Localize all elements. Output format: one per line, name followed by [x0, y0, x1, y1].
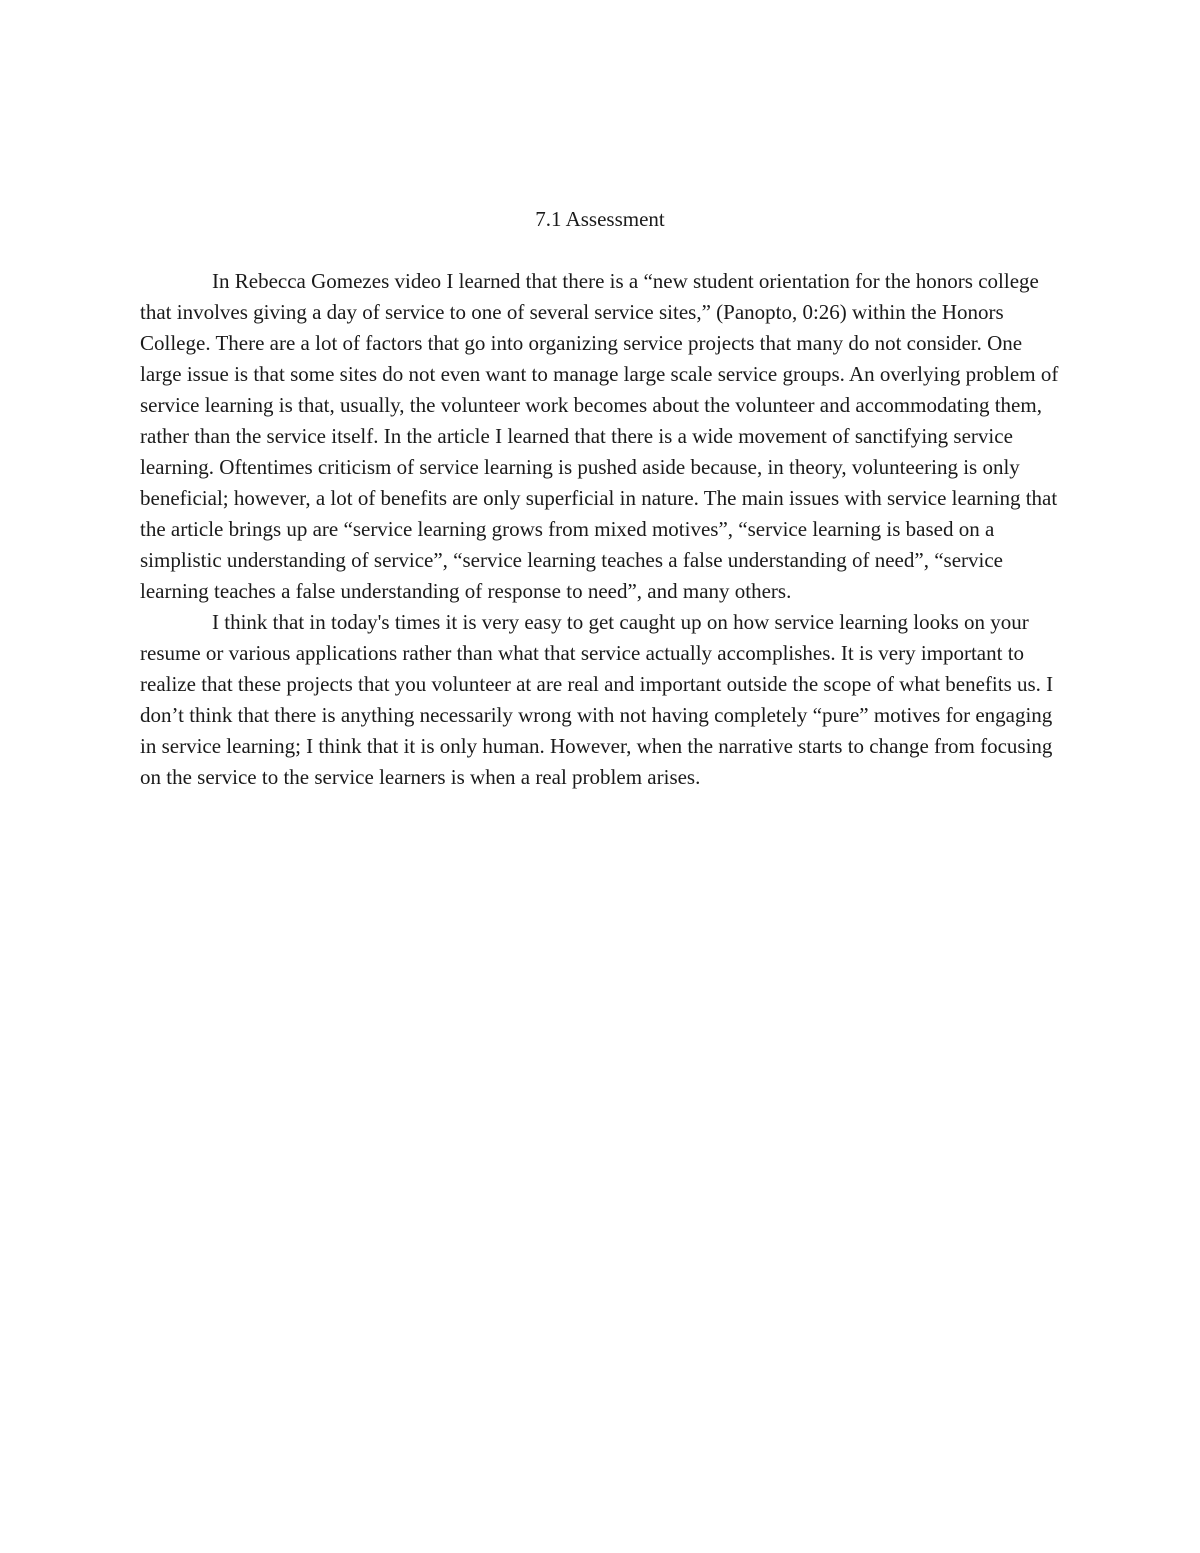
- paragraph-1: In Rebecca Gomezes video I learned that there is a “new student orientation for the honors college that involves giving a day of service to one of several service sites,” (Panopto, 0:26) within the Honors College. There are a lot of factors that go into organizing service projects that many do not consider. One large issue is that some sites do not even want to manage large scale service groups. An overlying problem of service learning is that, usually, the volunteer work becomes about the volunteer and accommodating them, rather than the service itself. In the article I learned that there is a wide movement of sanctifying service learning. Oftentimes criticism of service learning is pushed aside because, in theory, volunteering is only beneficial; however, a lot of benefits are only superficial in nature. The main issues with service learning that the article brings up are “service learning grows from mixed motives”, “service learning is based on a simplistic understanding of service”, “service learning teaches a false understanding of need”, “service learning teaches a false understanding of response to need”, and many others.: [140, 269, 1059, 603]
- document-title: 7.1 Assessment: [535, 207, 665, 231]
- paragraph-2: I think that in today's times it is very easy to get caught up on how service learning looks on your resume or various applications rather than what that service actually accomplishes. It is very important to realize that these projects that you volunteer at are real and important outside the scope of what benefits us. I don’t think that there is anything necessarily wrong with not having completely “pure” motives for engaging in service learning; I think that it is only human. However, when the narrative starts to change from focusing on the service to the service learners is when a real problem arises.: [140, 610, 1054, 789]
- document-body: [140, 204, 1060, 793]
